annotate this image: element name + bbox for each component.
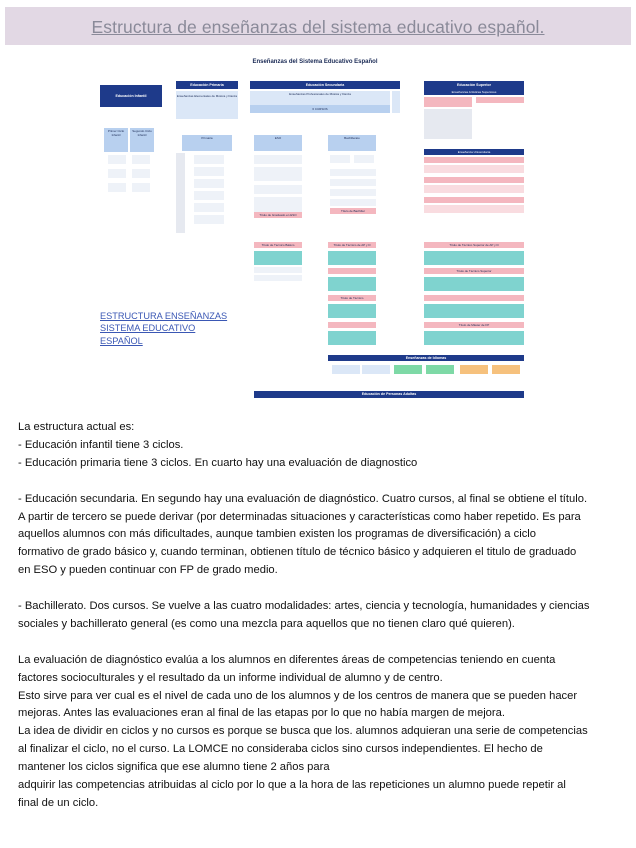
tecnico-basico-box: Título de Técnico Básico bbox=[254, 242, 302, 248]
primaria-cell bbox=[194, 203, 224, 212]
body-line: en ESO y pueden continuar con FP de grado medio. bbox=[18, 564, 278, 577]
infantil-cell bbox=[132, 169, 150, 178]
column-superior-label: Educación Superior bbox=[457, 83, 491, 87]
primer-ciclo-box: Primer Ciclo Infantil bbox=[104, 128, 128, 152]
univ-row-4 bbox=[424, 185, 524, 193]
body-line: - Educación infantil tiene 3 ciclos. bbox=[18, 438, 184, 451]
idioma-basico bbox=[362, 365, 390, 374]
fp-medio-teal bbox=[328, 251, 376, 265]
idioma-avanzado bbox=[492, 365, 520, 374]
infantil-cell bbox=[108, 183, 126, 192]
column-primaria bbox=[176, 81, 238, 89]
univ-row-2 bbox=[424, 165, 524, 173]
fp-cell bbox=[254, 267, 302, 273]
fp-superior-teal-4 bbox=[424, 331, 524, 345]
diagram-title: Enseñanzas del Sistema Educativo Español bbox=[252, 59, 378, 65]
fp-medio-teal-2 bbox=[328, 277, 376, 291]
superior-pink-box-1 bbox=[424, 97, 472, 107]
superior-pink-box-2 bbox=[476, 97, 524, 103]
adultos-bar bbox=[254, 391, 524, 398]
document-body bbox=[18, 419, 618, 813]
adultos-label: Educación de Personas Adultas bbox=[361, 392, 417, 396]
column-primaria-label: Educación Primaria bbox=[190, 83, 224, 87]
column-infantil-label: Educación Infantil bbox=[115, 94, 147, 98]
tecnico-superior-ap-box: Título de Técnico Superior de AP y D bbox=[424, 242, 524, 248]
body-line: - Bachillerato. Dos cursos. Se vuelve a las cuatro modalidades: artes, ciencia y tecnología, humanidades y ciencias bbox=[18, 600, 590, 613]
univ-row-6 bbox=[424, 205, 524, 213]
univ-row-1 bbox=[424, 157, 524, 163]
ens-universitaria-header: Enseñanza Universitaria bbox=[424, 149, 524, 155]
primaria-side-bar bbox=[176, 153, 185, 233]
titulo-tecnico-box: Título de Técnico bbox=[328, 295, 376, 301]
idioma-intermedio bbox=[426, 365, 454, 374]
vertical-tag bbox=[392, 91, 400, 113]
eso-cell bbox=[254, 197, 302, 213]
fp-basica-teal bbox=[254, 251, 302, 265]
column-secundaria bbox=[250, 81, 400, 89]
diagram-overlay-caption[interactable] bbox=[100, 310, 227, 347]
body-line: aquellos alumnos con más dificultades, aunque tambien existen los programas de diversificación) a ciclo bbox=[18, 528, 537, 541]
univ-row-5 bbox=[424, 197, 524, 203]
ens-elementales-box: Enseñanzas Elementales de Música y Danza bbox=[176, 91, 238, 119]
body-line: La idea de dividir en ciclos y no cursos es porque se busca que los. alumnos adquieran una serie de competencias bbox=[18, 725, 588, 738]
idioma-avanzado bbox=[460, 365, 488, 374]
fp-superior-teal bbox=[424, 251, 524, 265]
titulo-eso-box: Título de Graduado en ESO bbox=[254, 212, 302, 218]
tecnico-superior-box: Título de Técnico Superior bbox=[424, 268, 524, 274]
body-line: La estructura actual es: bbox=[18, 421, 135, 433]
titulo-master-fp-box: Título de Máster de FP bbox=[424, 322, 524, 328]
column-superior bbox=[424, 81, 524, 89]
body-line: - Educación primaria tiene 3 ciclos. En cuarto hay una evaluación de diagnostico bbox=[18, 456, 418, 469]
idioma-basico bbox=[332, 365, 360, 374]
superior-list bbox=[424, 109, 472, 139]
segundo-ciclo-box: Segundo Ciclo Infantil bbox=[130, 128, 154, 152]
body-line: mantener los ciclos significa que ese alumno tiene 2 años para bbox=[18, 761, 330, 774]
idiomas-label: Enseñanzas de Idiomas bbox=[405, 356, 447, 360]
overlay-line: ESPAÑOL bbox=[100, 335, 143, 346]
primaria-cell bbox=[194, 191, 224, 200]
fp-superior-teal-3 bbox=[424, 304, 524, 318]
body-line: - Educación secundaria. En segundo hay una evaluación de diagnóstico. Cuatro cursos, al final se obtiene el título. bbox=[18, 492, 588, 505]
body-line: al finalizar el ciclo, no el curso. La LOMCE no consideraba ciclos sino cursos independientes. El hecho de bbox=[18, 743, 543, 756]
body-line: sociales y bachillerato general (es como una mezcla para aquellos que no tienen claro qué quieren). bbox=[18, 617, 515, 630]
fp-medio-pink bbox=[328, 268, 376, 274]
eso-box: ESO bbox=[254, 135, 302, 151]
fp-superior-pink bbox=[424, 295, 524, 301]
univ-row-3 bbox=[424, 177, 524, 183]
infantil-cell bbox=[108, 155, 126, 164]
body-line: formativo de grado básico y, cuando terminan, obtienen título de técnico básico y adquieren el titulo de graduado bbox=[18, 546, 577, 559]
bach-modalidad bbox=[330, 179, 376, 186]
eso-cell bbox=[254, 167, 302, 181]
tecnico-ap-box: Título de Técnico de AP y D bbox=[328, 242, 376, 248]
fp-medio-pink-2 bbox=[328, 322, 376, 328]
ens-profesionales-box: Enseñanzas Profesionales de Música y Danza bbox=[250, 91, 390, 105]
body-line: Esto sirve para ver cual es el nivel de cada uno de los alumnos y de los centros de manera que se pueden hacer bbox=[18, 689, 578, 702]
body-line: factores socioculturales y el resultado da un informe individual de alumno y de centro. bbox=[18, 671, 443, 684]
primaria-cell bbox=[194, 155, 224, 164]
body-line: final de un ciclo. bbox=[18, 796, 99, 809]
bach-cell bbox=[354, 155, 374, 163]
body-line: adquirir las competencias atribuidas al ciclo por lo que a la hora de las repeticiones un alumno puede repetir al bbox=[18, 779, 566, 792]
seis-cursos-box: 6 CURSOS bbox=[250, 105, 390, 113]
primaria-cell bbox=[194, 215, 224, 224]
bachillerato-box: Bachillerato bbox=[328, 135, 376, 151]
fp-cell bbox=[254, 275, 302, 281]
education-structure-diagram bbox=[94, 55, 536, 405]
primaria-cell bbox=[194, 179, 224, 188]
overlay-line: ESTRUCTURA ENSEÑANZAS bbox=[100, 311, 228, 321]
body-line: La evaluación de diagnóstico evalúa a los alumnos en diferentes áreas de competencias teniendo en cuenta bbox=[18, 653, 556, 666]
bach-cell bbox=[330, 155, 350, 163]
idioma-intermedio bbox=[394, 365, 422, 374]
bach-modalidad bbox=[330, 199, 376, 206]
fp-medio-teal-4 bbox=[328, 331, 376, 345]
primaria-cell bbox=[194, 167, 224, 176]
overlay-line: SISTEMA EDUCATIVO bbox=[100, 323, 196, 334]
ens-artisticas-header: Enseñanzas Artísticas Superiores bbox=[424, 89, 524, 95]
bach-modalidad bbox=[330, 189, 376, 196]
fp-medio-teal-3 bbox=[328, 304, 376, 318]
primaria-box: Primaria bbox=[182, 135, 232, 151]
column-infantil bbox=[100, 85, 162, 107]
infantil-cell bbox=[132, 155, 150, 164]
document-header bbox=[5, 7, 631, 45]
infantil-cell bbox=[108, 169, 126, 178]
eso-cell bbox=[254, 185, 302, 194]
idiomas-bar bbox=[328, 355, 524, 361]
eso-cell bbox=[254, 155, 302, 164]
fp-superior-teal-2 bbox=[424, 277, 524, 291]
body-line: mejoras. Antes las evaluaciones eran al final de las etapas por lo que no había margen de mejora. bbox=[18, 707, 505, 720]
bach-modalidad bbox=[330, 169, 376, 176]
titulo-bach-box: Título de Bachiller bbox=[330, 208, 376, 214]
column-secundaria-label: Educación Secundaria bbox=[305, 83, 345, 87]
body-line: A partir de tercero se puede derivar (por determinadas situaciones y características como haber repetido. Es para bbox=[18, 510, 581, 523]
document-title[interactable]: Estructura de enseñanzas del sistema educativo español. bbox=[91, 17, 545, 37]
infantil-cell bbox=[132, 183, 150, 192]
